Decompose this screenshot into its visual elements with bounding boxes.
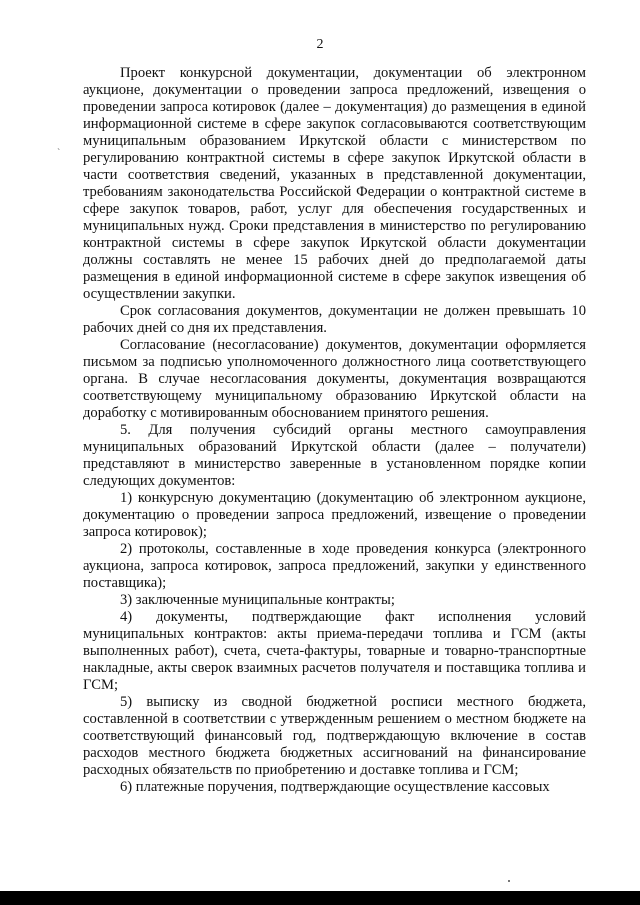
page-number: 2 (316, 37, 324, 52)
document-body (83, 65, 586, 796)
list-item-3: 3) заключенные муниципальные контракты; (120, 592, 395, 608)
paragraph-approval-term: Срок согласования документов, документации не должен превышать 10 рабочих дней со дня их представления. (83, 303, 586, 336)
scan-speck: ` (57, 148, 61, 159)
scan-dot (508, 880, 510, 882)
paragraph-section-5: 5. Для получения субсидий органы местного самоуправления муниципальных образований Иркутской области (далее – получатели) представляют в министерство заверенные в установленном порядке копии следующих документов: (83, 422, 586, 489)
list-item-6: 6) платежные поручения, подтверждающие осуществление кассовых (120, 779, 550, 795)
list-item-4: 4) документы, подтверждающие факт исполнения условий муниципальных контрактов: акты приема-передачи топлива и ГСМ (акты выполненных работ), счета, счета-фактуры, товарные и товарно-транспортные накладные, акты сверок взаимных расчетов получателя и поставщика топлива и ГСМ; (83, 609, 586, 693)
list-item-5: 5) выписку из сводной бюджетной росписи местного бюджета, составленной в соответствии с утвержденным решением о местном бюджете на соответствующий финансовый год, подтверждающую включение в состав расходов местного бюджета бюджетных ассигнований на финансирование расходных обязательств по приобретению и доставке топлива и ГСМ; (83, 694, 586, 778)
paragraph-draft-approval: Проект конкурсной документации, документации об электронном аукционе, документации о проведении запроса предложений, извещения о проведении запроса котировок (далее – документация) до размещения в единой информационной системе в сфере закупок согласовываются соответствующим муниципальным образованием Иркутской области с министерством по регулированию контрактной системы в сфере закупок Иркутской области в части соответствия сведений, указанных в представленной документации, требованиям законодательства Российской Федерации о контрактной системе в сфере закупок товаров, работ, услуг для обеспечения государственных и муниципальных нужд. Сроки представления в министерство по регулированию контрактной системы в сфере закупок Иркутской области документации должны составлять не менее 15 рабочих дней до предполагаемой даты размещения в единой информационной системе в сфере закупок извещения об осуществлении закупки. (83, 65, 586, 302)
paragraph-approval-letter: Согласование (несогласование) документов, документации оформляется письмом за подписью уполномоченного должностного лица соответствующего органа. В случае несогласования документы, документация возвращаются соответствующему муниципальному образованию Иркутской области на доработку с мотивированным обоснованием принятого решения. (83, 337, 586, 421)
list-item-1: 1) конкурсную документацию (документацию об электронном аукционе, документацию о проведении запроса предложений, извещение о проведении запроса котировок); (83, 490, 586, 540)
list-item-2: 2) протоколы, составленные в ходе проведения конкурса (электронного аукциона, запроса котировок, запроса предложений, закупки у единственного поставщика); (83, 541, 586, 591)
scan-bottom-edge (0, 891, 640, 905)
